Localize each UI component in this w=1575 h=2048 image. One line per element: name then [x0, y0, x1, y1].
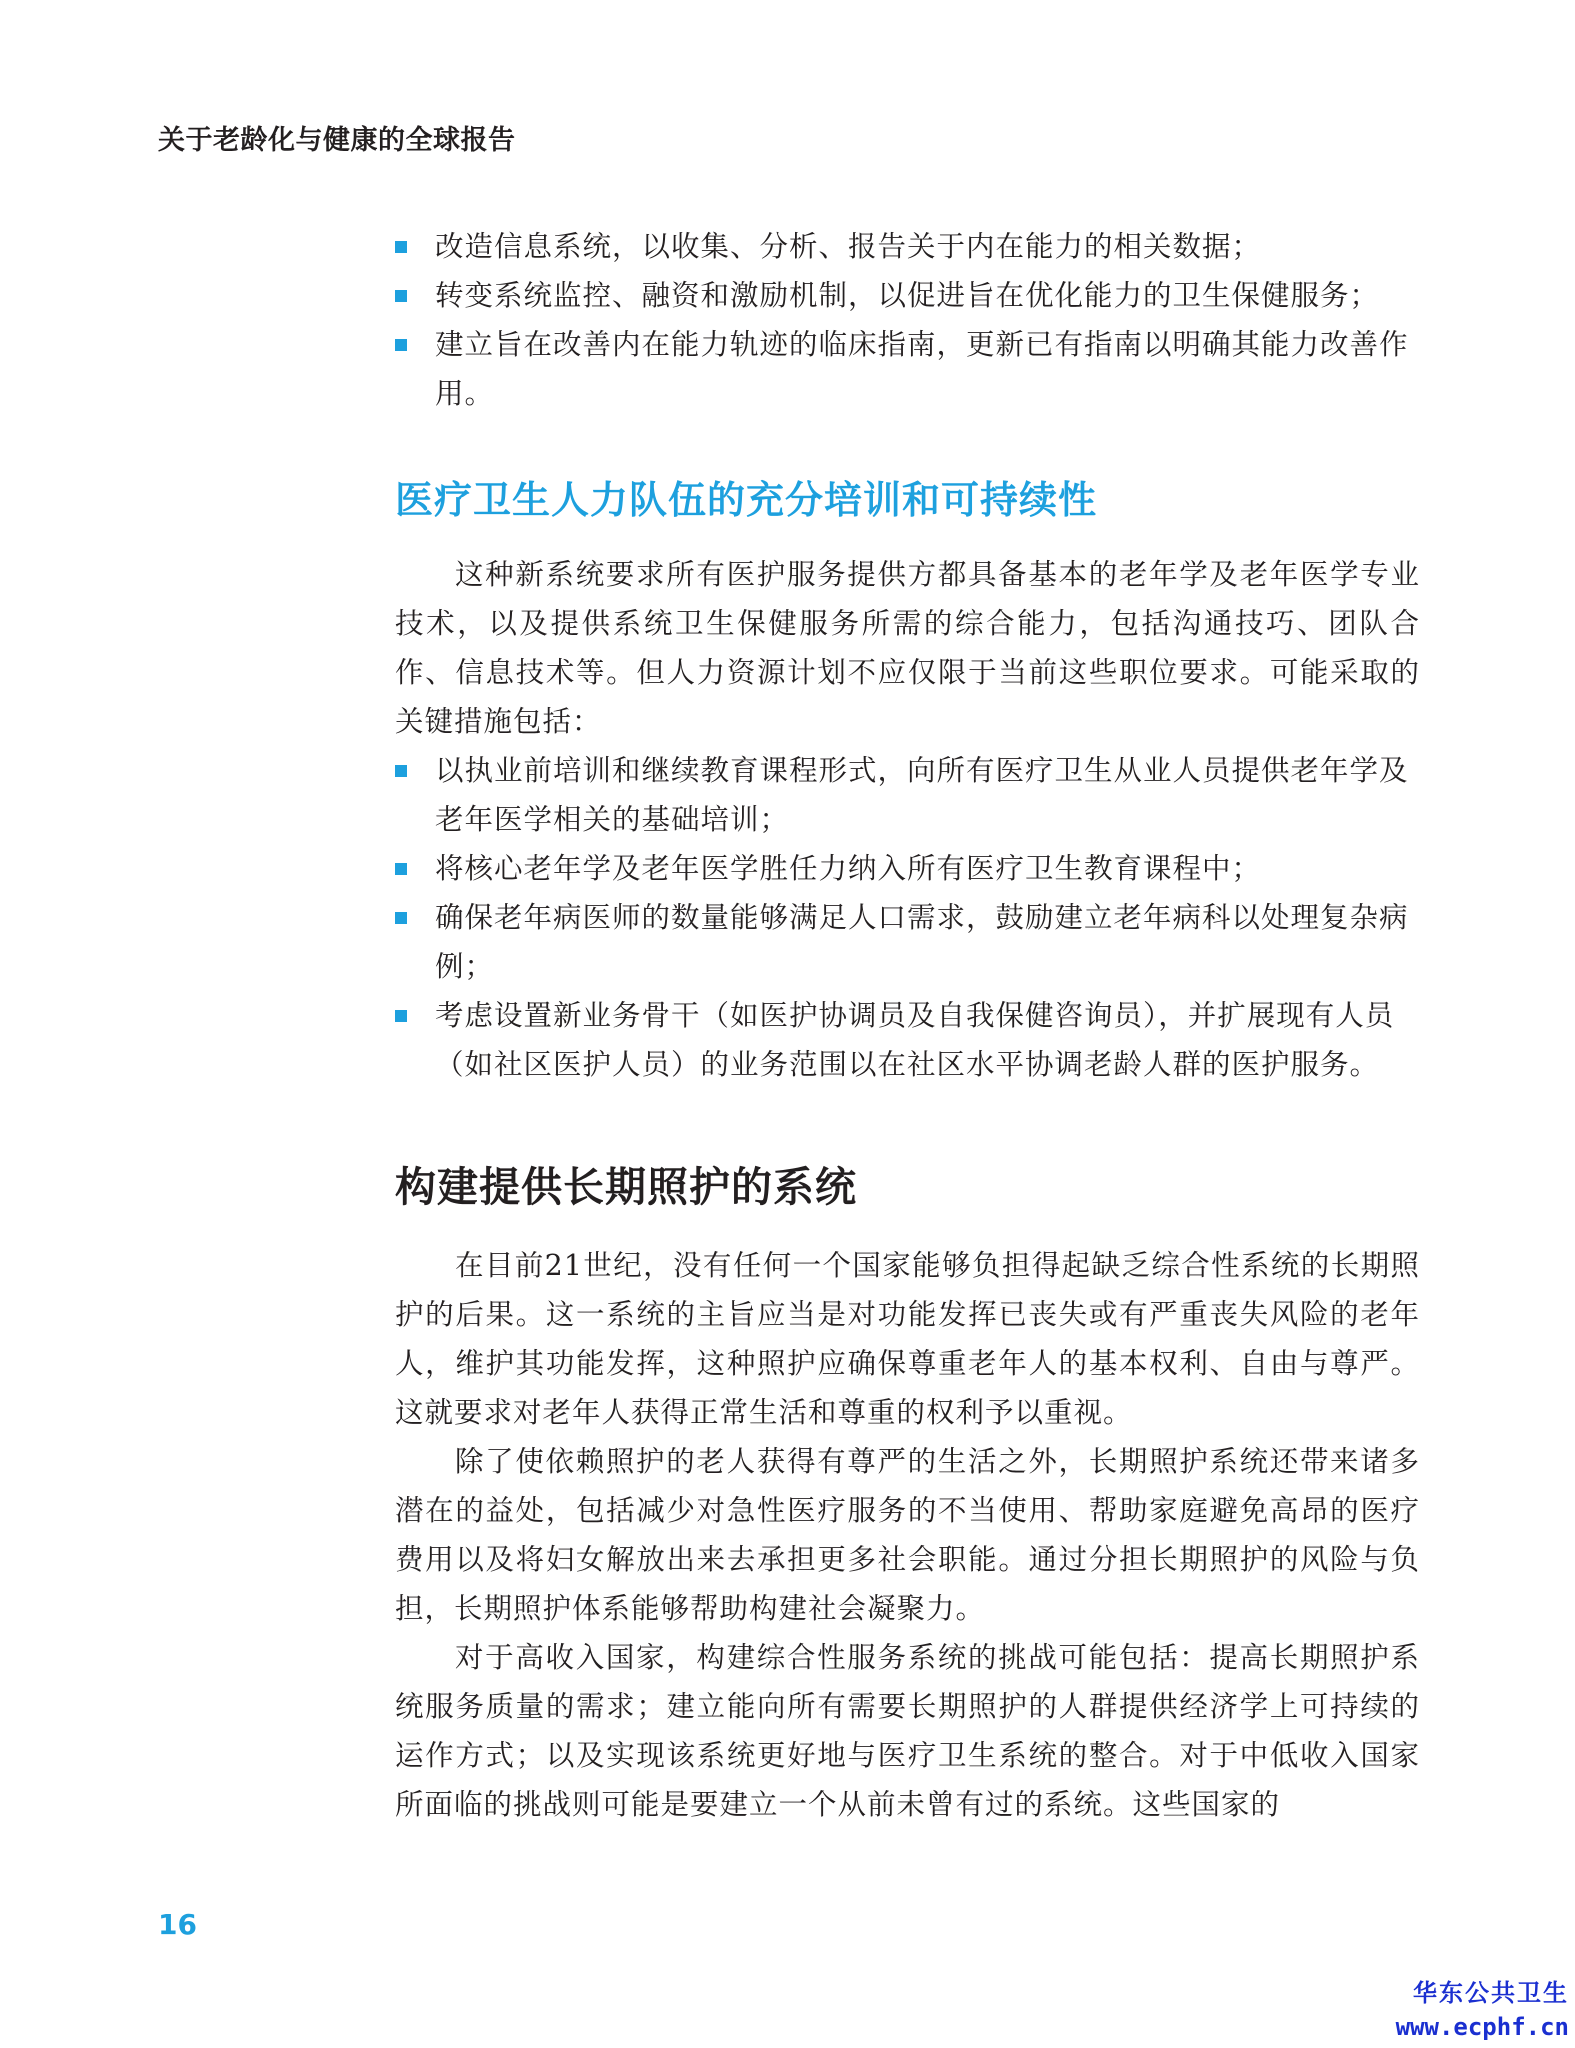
list-item-text: 将核心老年学及老年医学胜任力纳入所有医疗卫生教育课程中； [435, 852, 1262, 885]
bullet-square-icon [395, 241, 407, 253]
bullet-square-icon [395, 765, 407, 777]
list-item [395, 991, 1420, 1089]
list-item-text: 考虑设置新业务骨干（如医护协调员及自我保健咨询员），并扩展现有人员（如社区医护人员）的业务范围以在社区水平协调老龄人群的医护服务。 [435, 999, 1395, 1081]
bullet-square-icon [395, 1010, 407, 1022]
list-item [395, 271, 1420, 320]
top-bullet-list [395, 222, 1420, 418]
list-item [395, 893, 1420, 991]
bullet-square-icon [395, 339, 407, 351]
list-item-text: 以执业前培训和继续教育课程形式，向所有医疗卫生从业人员提供老年学及老年医学相关的基础培训； [435, 754, 1409, 836]
section-heading-long-term-care: 构建提供长期照护的系统 [395, 1163, 857, 1211]
workforce-bullet-list [395, 746, 1420, 1089]
paragraph: 对于高收入国家，构建综合性服务系统的挑战可能包括：提高长期照护系统服务质量的需求；建立能向所有需要长期照护的人群提供经济学上可持续的运作方式；以及实现该系统更好地与医疗卫生系统的整合。对于中低收入国家所面临的挑战则可能是要建立一个从前未曾有过的系统。这些国家的 [395, 1641, 1420, 1821]
list-item [395, 320, 1420, 418]
list-item-text: 转变系统监控、融资和激励机制，以促进旨在优化能力的卫生保健服务； [435, 279, 1380, 312]
paragraph: 这种新系统要求所有医护服务提供方都具备基本的老年学及老年医学专业技术，以及提供系统卫生保健服务所需的综合能力，包括沟通技巧、团队合作、信息技术等。但人力资源计划不应仅限于当前这些职位要求。可能采取的关键措施包括： [395, 558, 1420, 738]
watermark [1396, 1976, 1569, 2044]
watermark-url: www.ecphf.cn [1395, 2013, 1569, 2041]
watermark-name: 华东公共卫生 [1413, 1979, 1569, 2007]
paragraph: 在目前21世纪，没有任何一个国家能够负担得起缺乏综合性系统的长期照护的后果。这一系统的主旨应当是对功能发挥已丧失或有严重丧失风险的老年人，维护其功能发挥，这种照护应确保尊重老年人的基本权利、自由与尊严。这就要求对老年人获得正常生活和尊重的权利予以重视。 [395, 1249, 1420, 1429]
list-item-text: 改造信息系统，以收集、分析、报告关于内在能力的相关数据； [435, 230, 1262, 263]
list-item-text: 建立旨在改善内在能力轨迹的临床指南，更新已有指南以明确其能力改善作用。 [435, 328, 1409, 410]
bullet-square-icon [395, 912, 407, 924]
paragraph: 除了使依赖照护的老人获得有尊严的生活之外，长期照护系统还带来诸多潜在的益处，包括减少对急性医疗服务的不当使用、帮助家庭避免高昂的医疗费用以及将妇女解放出来去承担更多社会职能。通过分担长期照护的风险与负担，长期照护体系能够帮助构建社会凝聚力。 [395, 1445, 1420, 1625]
list-item-text: 确保老年病医师的数量能够满足人口需求，鼓励建立老年病科以处理复杂病例； [435, 901, 1409, 983]
list-item [395, 222, 1420, 271]
list-item [395, 746, 1420, 844]
page-number: 16 [158, 1908, 197, 1941]
section-heading-workforce: 医疗卫生人力队伍的充分培训和可持续性 [395, 478, 1098, 522]
list-item [395, 844, 1420, 893]
running-header: 关于老龄化与健康的全球报告 [158, 125, 516, 156]
bullet-square-icon [395, 290, 407, 302]
page-body [395, 222, 1420, 1829]
bullet-square-icon [395, 863, 407, 875]
